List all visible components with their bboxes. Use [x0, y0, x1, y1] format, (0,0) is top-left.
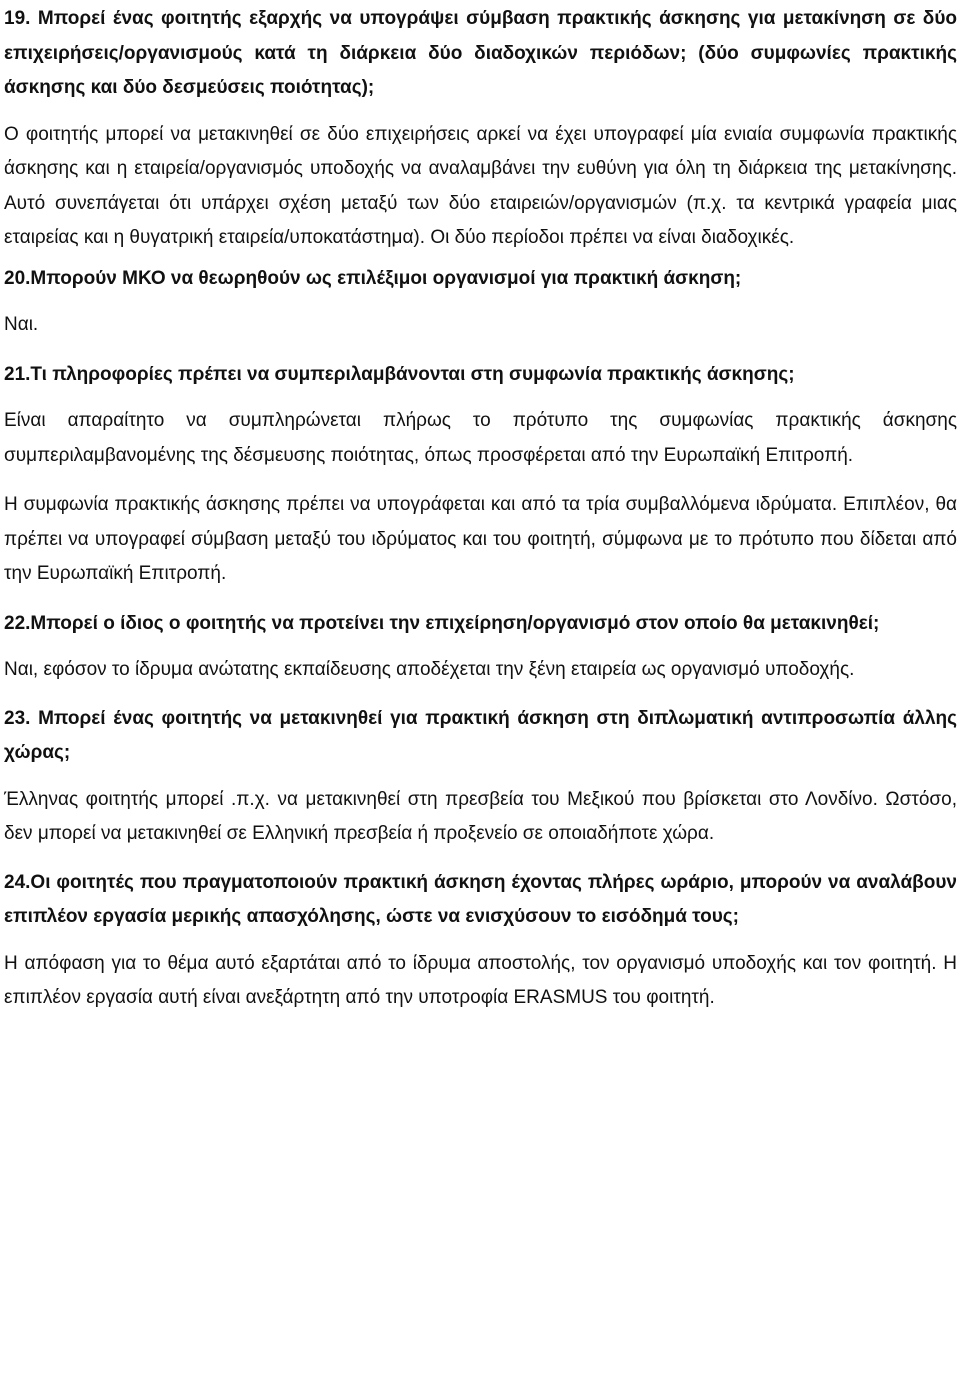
answer-paragraph: Η απόφαση για το θέμα αυτό εξαρτάται από το ίδρυμα αποστολής, τον οργανισμό υποδοχής και τον φοιτητή. Η επιπλέον εργασία αυτή είναι ανεξάρτητη από την υποτροφία ERASMUS του φοιτητή. — [4, 952, 957, 1008]
answer-paragraph: Η συμφωνία πρακτικής άσκησης πρέπει να υπογράφεται και από τα τρία συμβαλλόμενα ιδρύματα. Επιπλέον, θα πρέπει να υπογραφεί σύμβαση μεταξύ του ιδρύματος και του φοιτητή, σύμφωνα με το πρότυπο που δίδεται από την Ευρωπαϊκή Επιτροπή. — [4, 494, 957, 584]
question-title: Μπορεί ένας φοιτητής εξαρχής να υπογράψει σύμβαση πρακτικής άσκησης για μετακίνηση σε δύο επιχειρήσεις/οργανισμούς κατά τη διάρκεια δύο διαδοχικών περιόδων; (δύο συμφωνίες πρακτικής άσκησης και δύο δεσμεύσεις ποιότητας); — [4, 8, 957, 98]
faq-item-21 — [4, 358, 957, 592]
question-title: Τι πληροφορίες πρέπει να συμπεριλαμβάνονται στη συμφωνία πρακτικής άσκησης; — [30, 363, 795, 385]
question-heading — [4, 2, 957, 106]
question-number: 24. — [4, 871, 31, 893]
question-title: Μπορεί ο ίδιος ο φοιτητής να προτείνει την επιχείρηση/οργανισμό στον οποίο θα μετακινηθεί; — [30, 612, 880, 634]
question-heading — [4, 702, 957, 771]
faq-item-19 — [4, 2, 957, 256]
question-number: 19. — [4, 8, 31, 29]
answer-paragraph: Ο φοιτητής μπορεί να μετακινηθεί σε δύο επιχειρήσεις αρκεί να έχει υπογραφεί μία ενιαία συμφωνία πρακτικής άσκησης και η εταιρεία/οργανισμός υποδοχής να αναλαμβάνει την ευθύνη για όλη τη διάρκεια της μετακίνησης. Αυτό συνεπάγεται ότι υπάρχει σχέση μεταξύ των δύο εταιρειών/οργανισμών (π.χ. τα κεντρικά γραφεία μιας εταιρείας και η θυγατρική εταιρεία/υποκατάστημα). Οι δύο περίοδοι πρέπει να είναι διαδοχικές. — [4, 123, 957, 248]
question-number: 21. — [4, 363, 31, 385]
question-title: Μπορεί ένας φοιτητής να μετακινηθεί για πρακτική άσκηση στη διπλωματική αντιπροσωπία άλλης χώρας; — [4, 707, 957, 763]
question-title: Οι φοιτητές που πραγματοποιούν πρακτική άσκηση έχοντας πλήρες ωράριο, μπορούν να αναλάβουν επιπλέον εργασία μερικής απασχόλησης, ώστε να ενισχύσουν το εισόδημά τους; — [4, 871, 957, 927]
question-heading — [4, 866, 957, 935]
answer-paragraph: Ναι. — [4, 314, 39, 335]
faq-item-24 — [4, 866, 957, 1016]
question-heading — [4, 358, 957, 393]
answer-paragraph: Είναι απαραίτητο να συμπληρώνεται πλήρως το πρότυπο της συμφωνίας πρακτικής άσκησης συμπεριλαμβανομένης της δέσμευσης ποιότητας, όπως προσφέρεται από την Ευρωπαϊκή Επιτροπή. — [4, 410, 957, 466]
question-title: Μπορούν ΜΚΟ να θεωρηθούν ως επιλέξιμοι οργανισμοί για πρακτική άσκηση; — [30, 267, 742, 289]
faq-item-22 — [4, 607, 957, 688]
question-number: 20. — [4, 267, 31, 289]
question-heading — [4, 607, 957, 642]
question-number: 22. — [4, 612, 31, 634]
answer-paragraph: Ναι, εφόσον το ίδρυμα ανώτατης εκπαίδευσης αποδέχεται την ξένη εταιρεία ως οργανισμό υποδοχής. — [4, 659, 855, 680]
answer-paragraph: Έλληνας φοιτητής μπορεί .π.χ. να μετακινηθεί στη πρεσβεία του Μεξικού που βρίσκεται στο Λονδίνο. Ωστόσο, δεν μπορεί να μετακινηθεί σε Ελληνική πρεσβεία ή προξενείο σε οποιαδήποτε χώρα. — [4, 788, 957, 844]
question-number: 23. — [4, 707, 31, 729]
faq-item-23 — [4, 702, 957, 852]
question-heading — [4, 262, 957, 297]
faq-item-20 — [4, 262, 957, 343]
